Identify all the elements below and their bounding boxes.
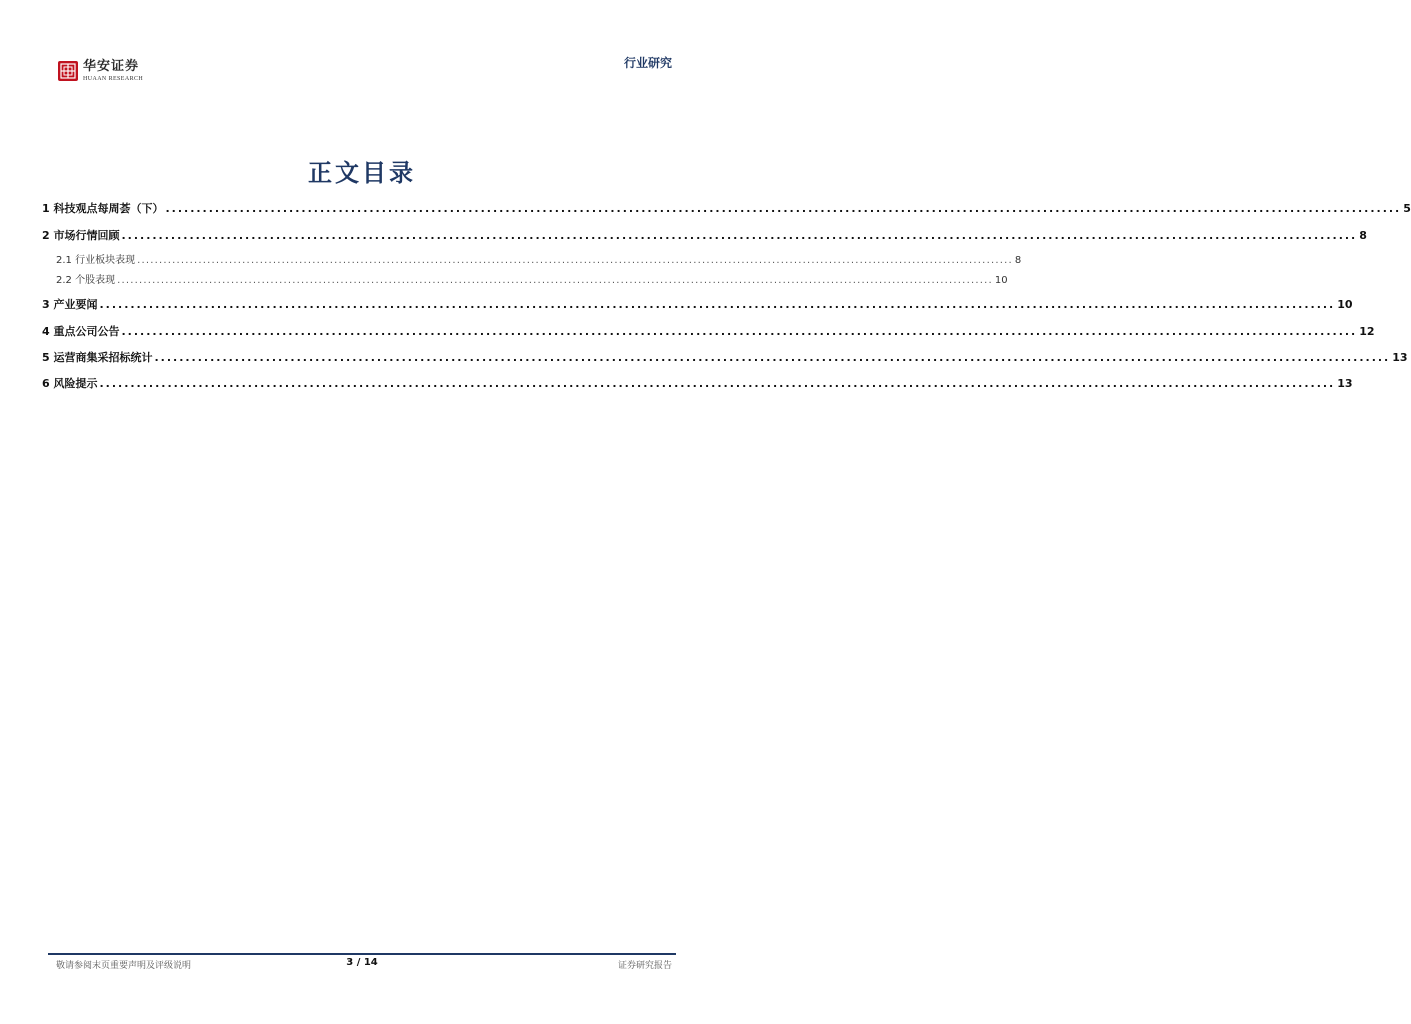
logo-chinese-name: 华安证券 — [83, 59, 140, 74]
toc-entry-page: 12 — [1359, 325, 1375, 338]
footer-report-type: 证券研究报告 — [617, 961, 672, 971]
toc-dot-leader: ........................................................................................................................................................................................................ — [99, 377, 1336, 390]
toc-dot-leader: ........................................................................................................................................................................................................ — [121, 325, 1358, 338]
toc-dot-leader: ........................................................................................................................................................................................................ — [137, 255, 1013, 266]
toc-entry-label: 2 市场行情回顾 — [42, 229, 120, 242]
page-number: 3 / 14 — [346, 957, 378, 968]
toc-entry-page: 5 — [1403, 202, 1411, 215]
toc-entry-page: 10 — [994, 275, 1008, 286]
toc-entry-label: 4 重点公司公告 — [42, 325, 120, 338]
toc-entry-label: 3 产业要闻 — [42, 298, 98, 311]
footer-divider — [48, 953, 676, 955]
footer-disclaimer: 敬请参阅末页重要声明及评级说明 — [56, 961, 192, 971]
toc-dot-leader: ........................................................................................................................................................................................................ — [165, 202, 1402, 215]
toc-entry-label: 2.1 行业板块表现 — [56, 255, 136, 266]
toc-entry[interactable] — [42, 323, 1375, 339]
toc-entry[interactable] — [42, 349, 1408, 365]
document-type-label: 行业研究 — [623, 56, 672, 70]
toc-dot-leader: ........................................................................................................................................................................................................ — [121, 229, 1358, 242]
toc-entry[interactable] — [42, 227, 1367, 243]
toc-entry-page: 13 — [1337, 377, 1353, 390]
toc-entry[interactable] — [42, 375, 1353, 391]
toc-entry-page: 8 — [1359, 229, 1367, 242]
toc-entry[interactable] — [42, 271, 1008, 286]
toc-entry-page: 8 — [1014, 255, 1022, 266]
logo-english-name: HUAAN RESEARCH — [83, 76, 144, 82]
toc-entry-label: 2.2 个股表现 — [56, 275, 116, 286]
toc-entry-page: 10 — [1337, 298, 1353, 311]
toc-entry-label: 1 科技观点每周荟（下） — [42, 202, 164, 215]
company-logo — [58, 60, 143, 83]
toc-dot-leader: ........................................................................................................................................................................................................ — [117, 275, 993, 286]
seal-logo-icon — [58, 61, 78, 81]
toc-entry-label: 5 运营商集采招标统计 — [42, 351, 153, 364]
page-title: 正文目录 — [308, 159, 416, 187]
toc-entry-page: 13 — [1392, 351, 1408, 364]
toc-dot-leader: ........................................................................................................................................................................................................ — [154, 351, 1391, 364]
toc-entry-label: 6 风险提示 — [42, 377, 98, 390]
toc-dot-leader: ........................................................................................................................................................................................................ — [99, 298, 1336, 311]
toc-entry[interactable] — [42, 296, 1353, 312]
toc-entry[interactable] — [42, 200, 1411, 216]
toc-entry[interactable] — [42, 251, 1022, 266]
